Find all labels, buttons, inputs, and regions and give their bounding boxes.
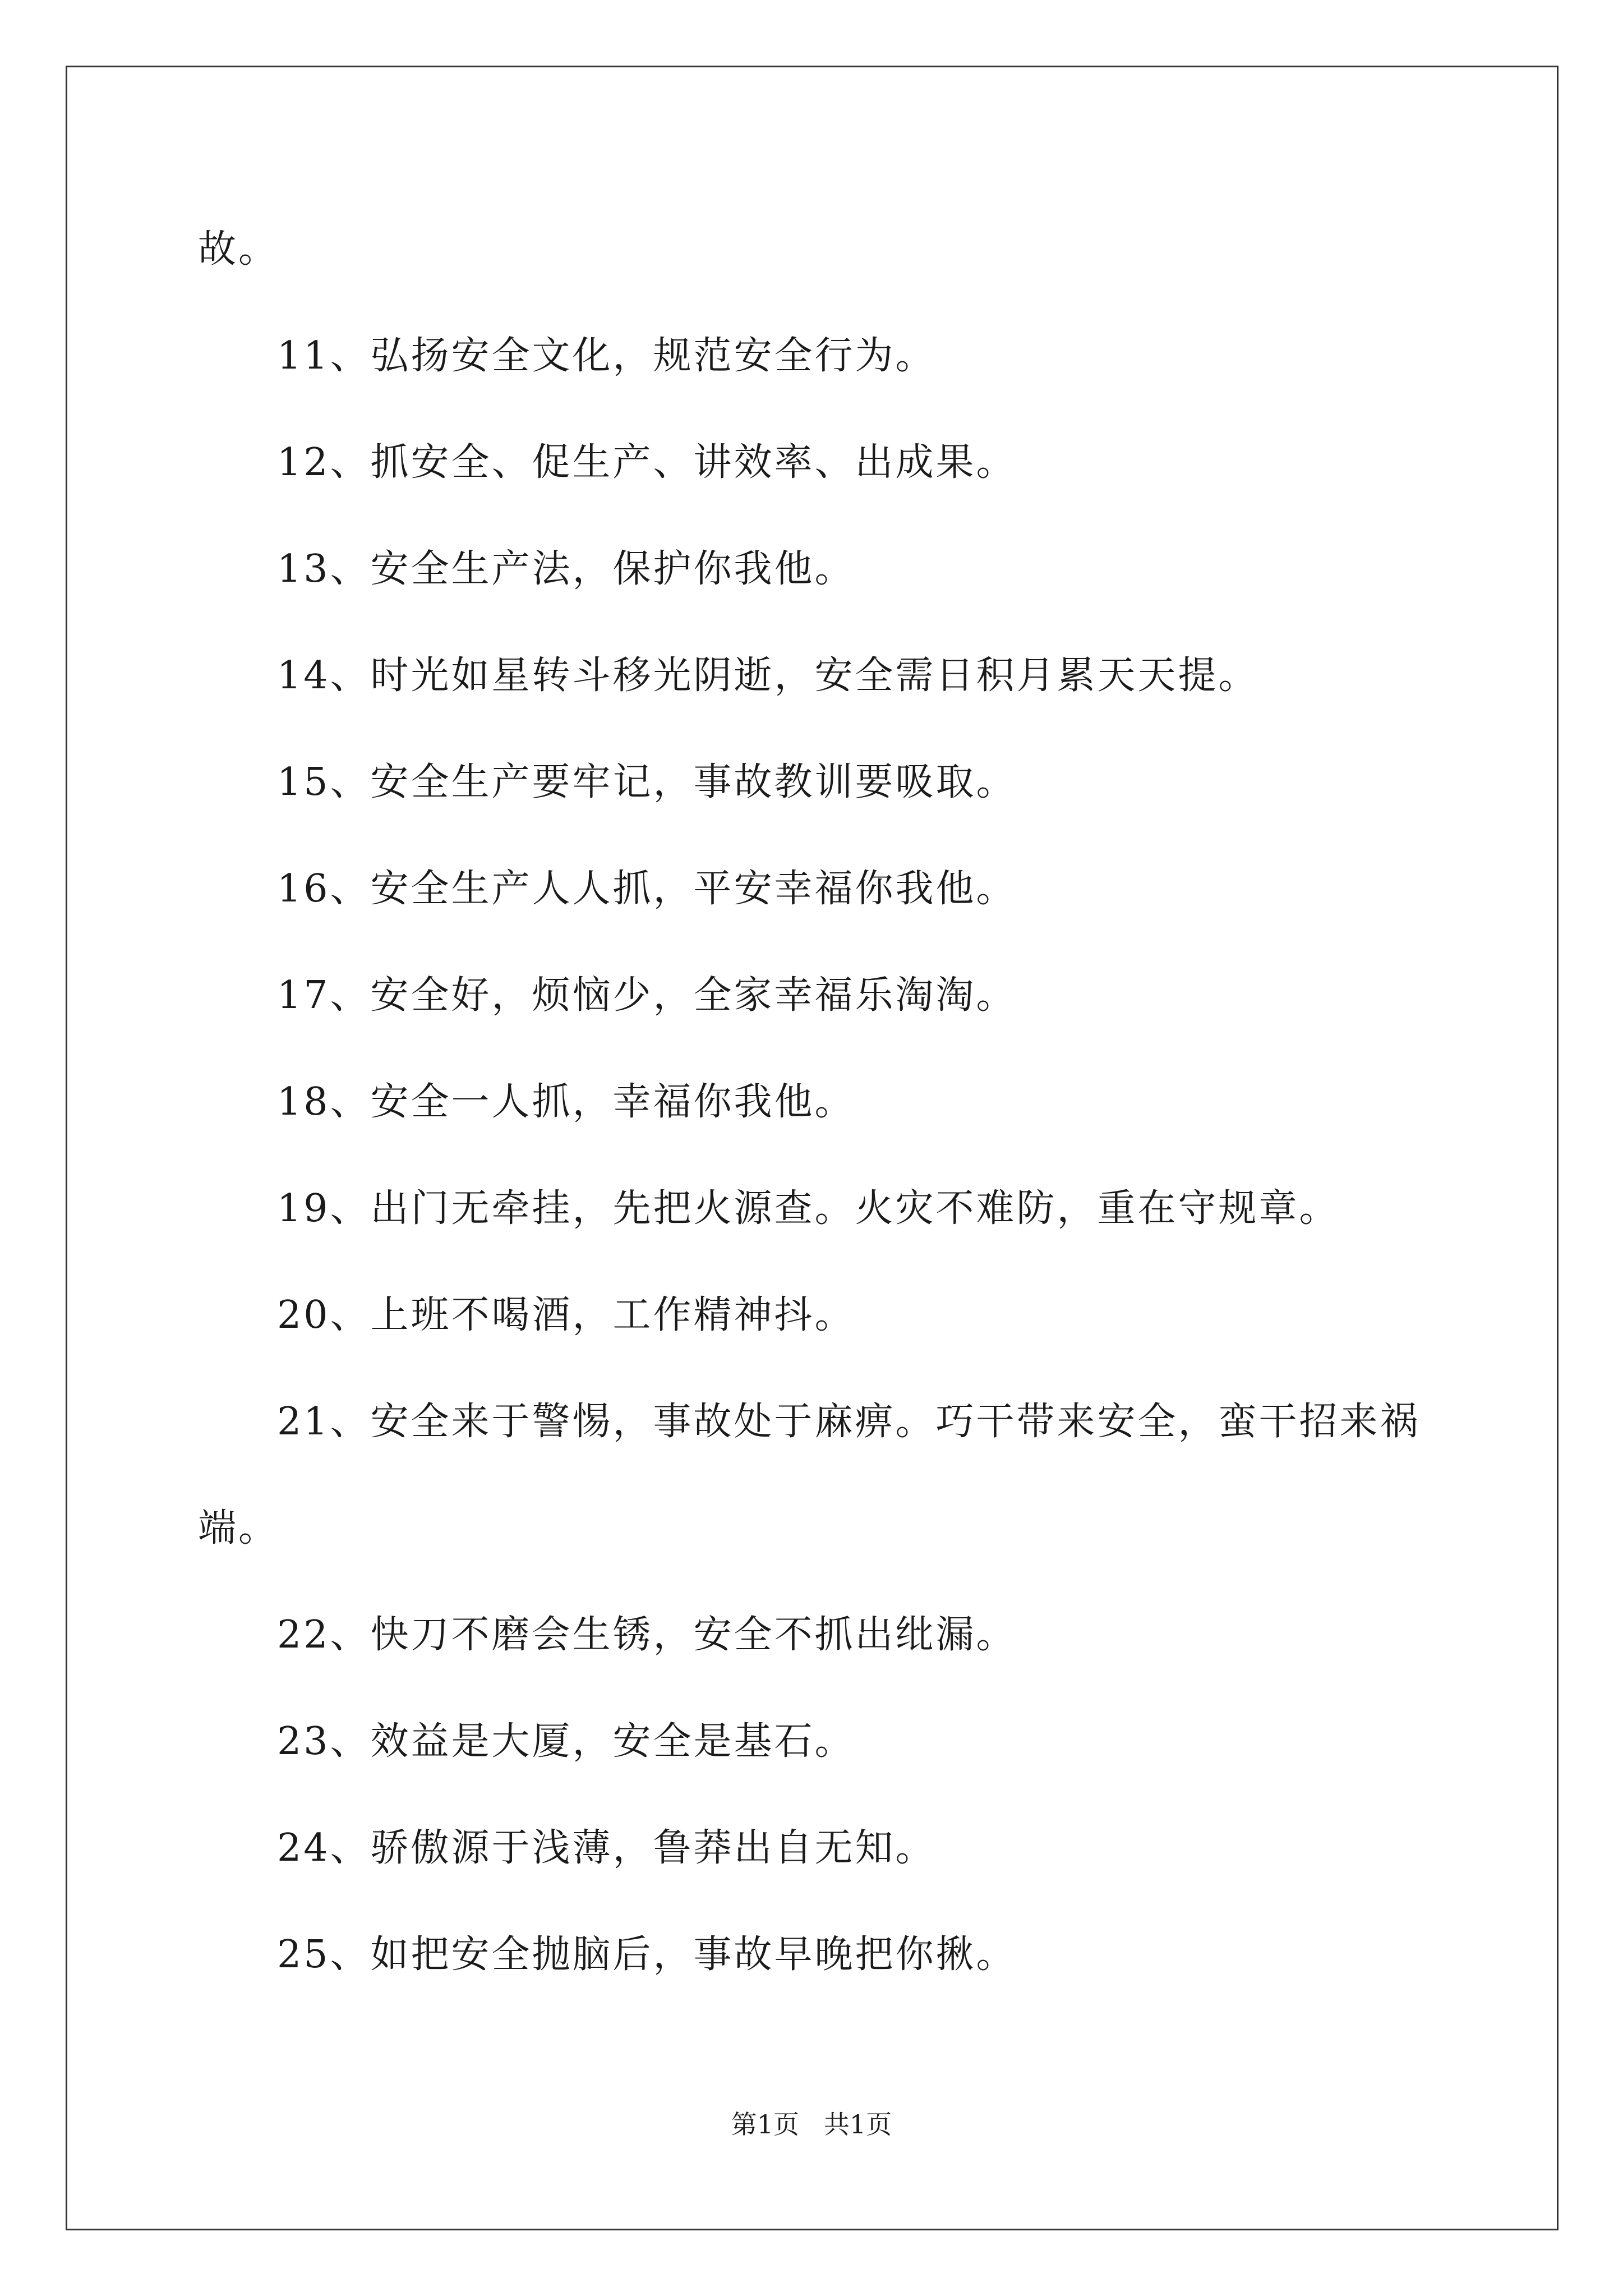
text-line-1: 故。	[198, 227, 279, 272]
text-line-17: 25、如把安全抛脑后，事故早晚把你揪。	[277, 1932, 1017, 1977]
text-line-3: 12、抓安全、促生产、讲效率、出成果。	[277, 440, 1017, 485]
text-line-10: 19、出门无牵挂，先把火源查。火灾不难防，重在守规章。	[277, 1186, 1340, 1231]
text-line-11: 20、上班不喝酒，工作精神抖。	[277, 1293, 855, 1337]
text-line-4: 13、安全生产法，保护你我他。	[277, 547, 855, 591]
text-line-9: 18、安全一人抓，幸福你我他。	[277, 1080, 855, 1124]
text-line-15: 23、效益是大厦，安全是基石。	[277, 1719, 855, 1764]
text-line-16: 24、骄傲源于浅薄，鲁莽出自无知。	[277, 1826, 936, 1870]
text-line-12: 21、安全来于警惕，事故处于麻痹。巧干带来安全，蛮干招来祸	[277, 1400, 1421, 1444]
text-line-6: 15、安全生产要牢记，事故教训要吸取。	[277, 760, 1017, 804]
text-line-2: 11、弘扬安全文化，规范安全行为。	[277, 334, 936, 378]
page-footer: 第1页 共1页	[731, 2109, 892, 2139]
text-line-5: 14、时光如星转斗移光阴逝，安全需日积月累天天提。	[277, 654, 1259, 698]
text-line-8: 17、安全好，烦恼少，全家幸福乐淘淘。	[277, 973, 1017, 1018]
text-line-14: 22、快刀不磨会生锈，安全不抓出纰漏。	[277, 1613, 1017, 1657]
text-line-13: 端。	[198, 1506, 279, 1550]
text-line-7: 16、安全生产人人抓，平安幸福你我他。	[277, 867, 1017, 911]
page-border	[66, 66, 1559, 2230]
